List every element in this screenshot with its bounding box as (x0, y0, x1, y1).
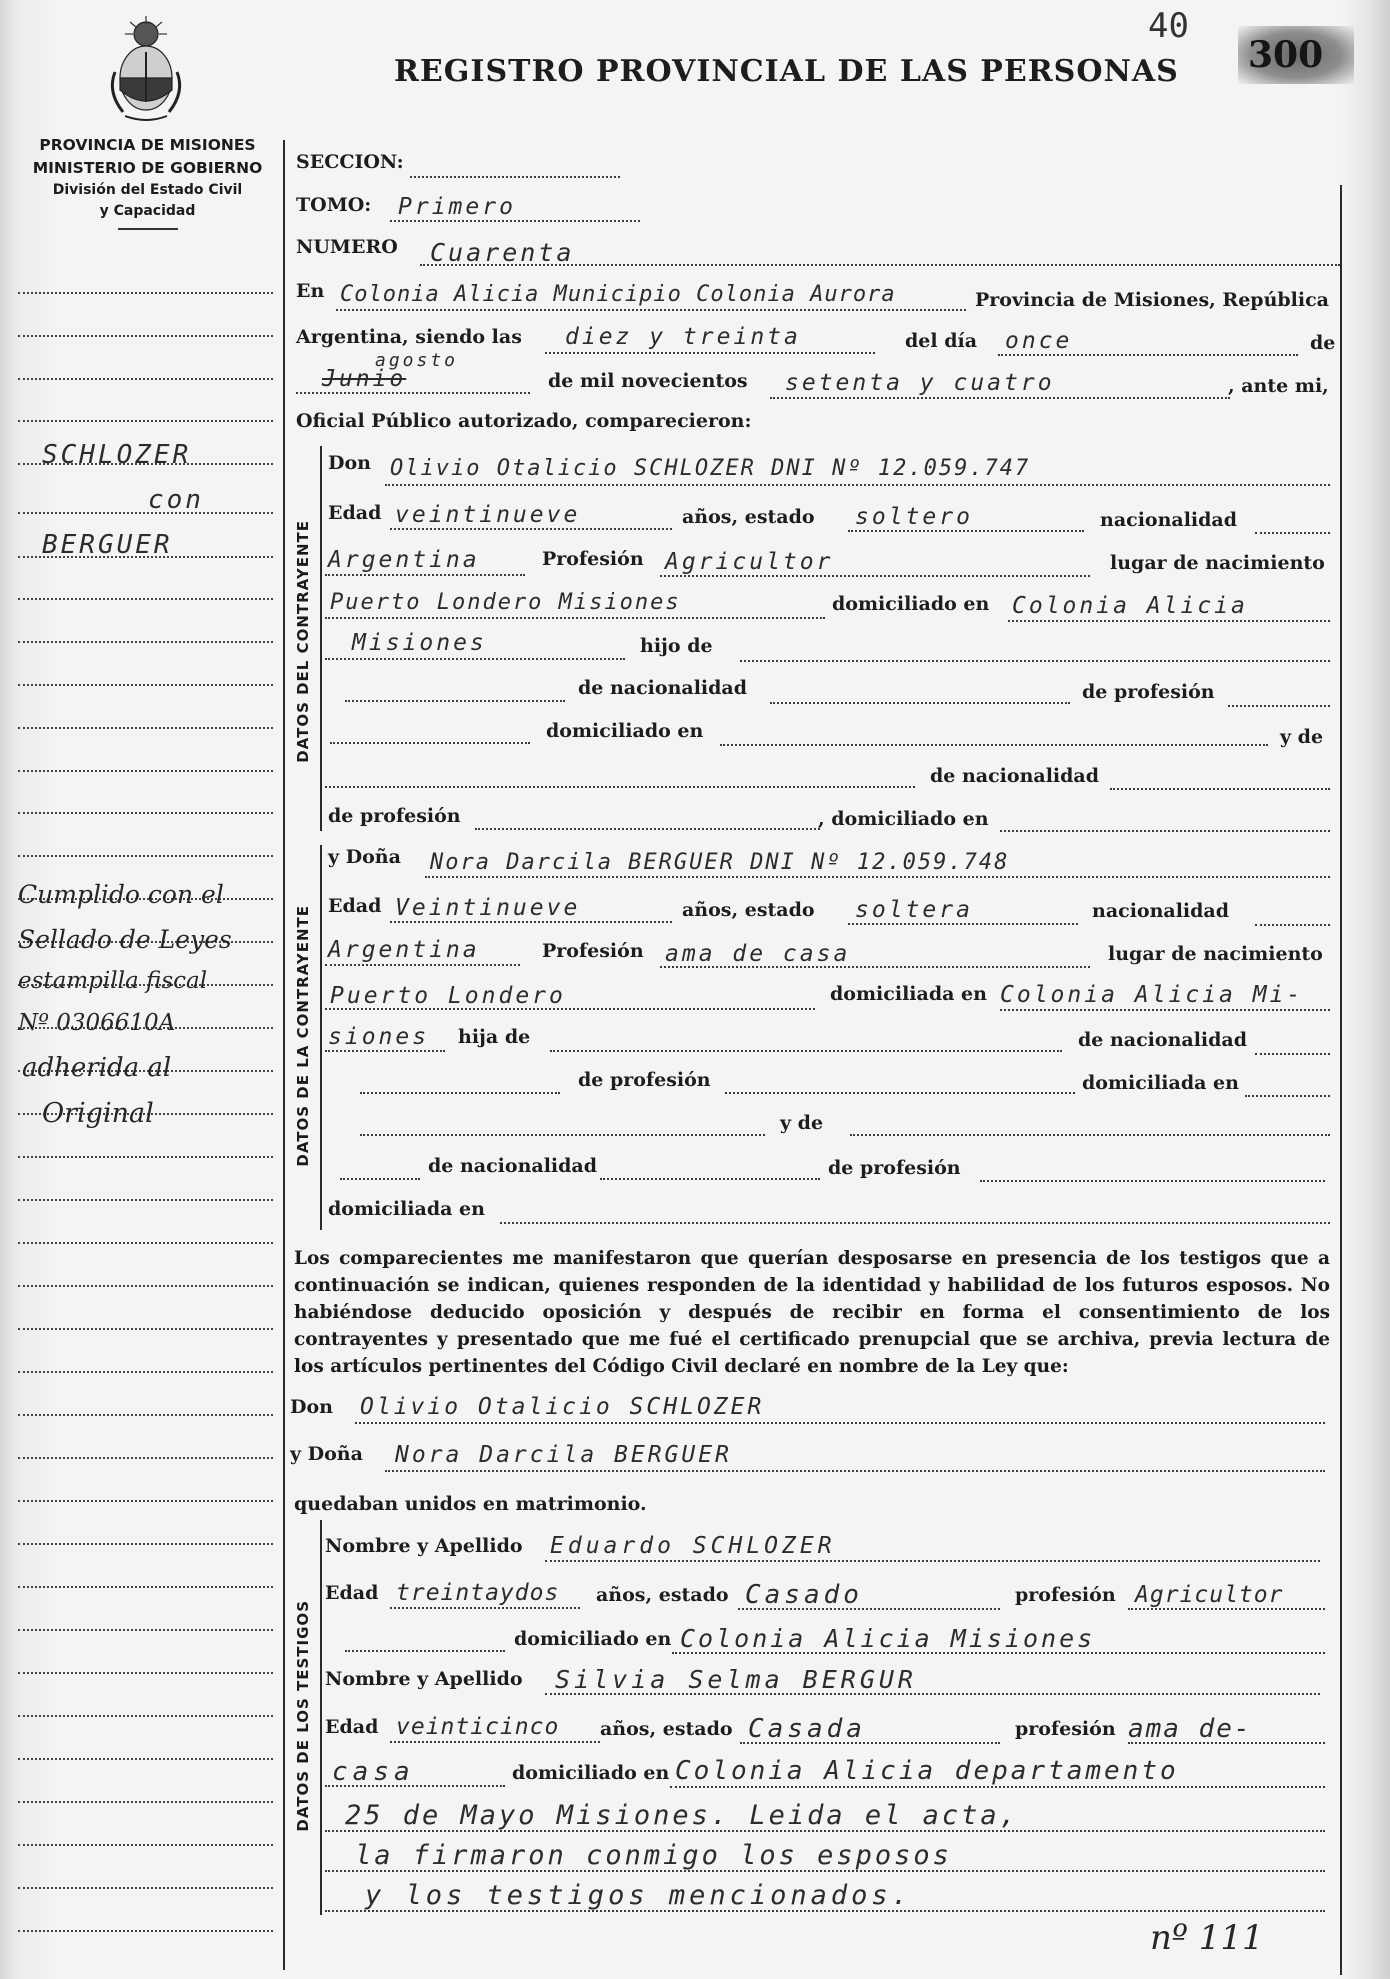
edad-line (390, 528, 672, 530)
contrayente-profesion: Agricultor (665, 549, 834, 575)
testigo1-prof-label: profesión (1015, 1584, 1116, 1606)
y-dona-label: y Doña (328, 846, 401, 868)
contrayenta-lugar-nacimiento: Puerto Londero (330, 983, 566, 1009)
testigo1-nombre: Eduardo SCHLOZER (550, 1533, 836, 1559)
testigo2-profesion-2: casa (332, 1757, 415, 1787)
hijo-de-label: hijo de (640, 635, 713, 657)
margin-note-4: Nº 0306610A (18, 1010, 176, 1036)
declaration-paragraph: Los comparecientes me manifestaron que querían desposarse en presencia de los testigos que a continuación se indican, quienes responden de la identidad y habilidad de los futuros esposos. No habiéndose deducido oposición y después de recibir en forma el consentimiento de los contrayentes y presentado que me fué el certificado prenupcial que se archiva, previa lectura de los artículos pertinentes del Código Civil declaré en nombre de la Ley que: (294, 1248, 1330, 1377)
madre2-line (850, 1134, 1330, 1136)
closing-line-3-rule (325, 1910, 1325, 1912)
padre2-prof-label: de profesión (578, 1069, 711, 1091)
decl-dona-line (385, 1470, 1325, 1472)
madre-nac-label: de nacionalidad (930, 765, 1100, 787)
contrayente-nacionalidad: Argentina (328, 547, 480, 573)
argentina-label: Argentina, siendo las (296, 326, 522, 348)
issuer-line-3: División del Estado Civil (52, 182, 243, 198)
madre-prof-line (475, 828, 820, 830)
numero-label: NUMERO (296, 236, 398, 258)
decl-dona-label: y Doña (290, 1443, 363, 1465)
madre2-nac-line (600, 1178, 820, 1180)
madre-nombre-line (325, 786, 915, 788)
contrayente-nombre: Olivio Otalicio SCHLOZER DNI Nº 12.059.747 (390, 456, 1031, 481)
issuer-line-2: MINISTERIO DE GOBIERNO (32, 159, 263, 177)
hija-de-label: hija de (458, 1026, 531, 1048)
testigo1-edad-label: Edad (325, 1582, 379, 1604)
madre-dom-label: , domiciliado en (818, 808, 989, 830)
decl-don-line (355, 1422, 1325, 1424)
y-de-label: y de (1280, 726, 1324, 748)
estado-line (848, 530, 1084, 532)
contrayenta-bracket (320, 845, 322, 1230)
madre2-nac-label: de nacionalidad (428, 1155, 598, 1177)
anio-line (770, 397, 1230, 399)
testigo2-prof-line (1128, 1742, 1325, 1744)
padre2-dom-line (1245, 1095, 1330, 1097)
hora-value: diez y treinta (565, 324, 801, 350)
madre2-prof-line (980, 1180, 1325, 1182)
nac3-line (1255, 1053, 1330, 1055)
padre-dom-line (720, 744, 1268, 746)
nacionalidad-line (1255, 532, 1330, 534)
closing-line-3: y los testigos mencionados. (365, 1880, 912, 1911)
dia-line (998, 354, 1298, 356)
mes-line (296, 392, 530, 394)
testigo1-dom-label: domiciliado en (514, 1628, 672, 1650)
padre-extra-line (330, 742, 530, 744)
contrayenta-domicilio-1: Colonia Alicia Mi- (1000, 982, 1304, 1008)
testigo1-dom-line (672, 1652, 1325, 1654)
lugar-line (336, 309, 966, 311)
testigo2-edad: veinticinco (396, 1714, 560, 1740)
edad-label: Edad (328, 502, 382, 524)
padre-nombre-line (345, 700, 565, 702)
margin-note-5: adherida al (22, 1053, 172, 1083)
coat-of-arms-icon (105, 12, 187, 124)
testigo2-edad-line (390, 1741, 600, 1743)
domicilio4-line (325, 1050, 445, 1052)
issuer-block (20, 134, 275, 230)
madre-nac-line (1110, 788, 1330, 790)
contrayenta-estado: soltera (855, 897, 973, 923)
decl-don-label: Don (290, 1396, 333, 1418)
margin-note-2: Sellado de Leyes (18, 925, 232, 954)
edad2-label: Edad (328, 895, 382, 917)
nacionalidad2-label: nacionalidad (1092, 900, 1230, 922)
hija-de-line (550, 1050, 1062, 1052)
handwritten-page-number: 40 (1148, 6, 1189, 46)
testigo1-anos-label: años, estado (596, 1584, 729, 1606)
testigo1-estado: Casado (745, 1580, 863, 1610)
footer-handwritten: nº 111 (1150, 1918, 1264, 1958)
padre2-prof-line (725, 1092, 1075, 1094)
dona-line (425, 876, 1330, 878)
testigo1-edad: treintaydos (396, 1580, 560, 1606)
de-mil-label: de mil novecientos (548, 370, 748, 392)
hijo-de-line (740, 660, 1330, 662)
testigo1-nombre-label: Nombre y Apellido (325, 1535, 523, 1557)
edad2-line (390, 921, 672, 923)
contrayente-domicilio-1: Colonia Alicia (1012, 593, 1248, 619)
madre2-prof-label: de profesión (828, 1157, 961, 1179)
padre-dom-label: domiciliado en (546, 720, 704, 742)
decl-dona-value: Nora Darcila BERGUER (395, 1442, 732, 1468)
testigo2-estado-line (740, 1742, 1000, 1744)
don-line (385, 484, 1330, 486)
contrayente-edad: veintinueve (395, 502, 581, 528)
madre2-dom-label: domiciliada en (328, 1198, 485, 1220)
hora-line (545, 352, 875, 354)
domiciliado-label: domiciliado en (832, 593, 990, 615)
dia-value: once (1005, 328, 1073, 354)
nacionalidad-val-line (325, 574, 525, 576)
lugar-nac2-label: lugar de nacimiento (1108, 943, 1323, 965)
testigo2-estado: Casada (748, 1714, 866, 1744)
tomo-line (390, 220, 640, 222)
oficial-label: Oficial Público autorizado, comparecieron: (296, 410, 752, 432)
tomo-label: TOMO: (296, 194, 372, 216)
testigo2-nombre-label: Nombre y Apellido (325, 1668, 523, 1690)
tomo-value: Primero (398, 194, 516, 220)
nacionalidad-label: nacionalidad (1100, 509, 1238, 531)
margin-note-3: estampilla fiscal (18, 968, 208, 994)
madre2-pre-line (340, 1178, 420, 1180)
domicilio2-line (325, 658, 625, 660)
margin-rule (283, 140, 285, 1970)
margin-name-2: con (148, 485, 204, 515)
del-dia-label: del día (905, 330, 978, 352)
padre2-line (360, 1092, 560, 1094)
testigo1-prof-line (1128, 1608, 1325, 1610)
testigo1-pre-line (345, 1650, 505, 1652)
contrayenta-domicilio-2: siones (328, 1024, 430, 1050)
domicilio3-line (1000, 1009, 1330, 1011)
ante-mi-label: , ante mi, (1228, 375, 1329, 397)
section-contrayenta: DATOS DE LA CONTRAYENTE (294, 905, 312, 1167)
anos-estado2-label: años, estado (682, 899, 815, 921)
contrayenta-nacionalidad: Argentina (328, 937, 480, 963)
padre2-extra-line (360, 1134, 765, 1136)
testigo2-nombre-line (545, 1693, 1320, 1695)
en-label: En (296, 280, 325, 302)
don-label: Don (328, 452, 371, 474)
lugar-nac-label: lugar de nacimiento (1110, 552, 1325, 574)
page-title: REGISTRO PROVINCIAL DE LAS PERSONAS (394, 54, 1179, 89)
quedaban-label: quedaban unidos en matrimonio. (294, 1493, 647, 1515)
testigo2-dom-label: domiciliado en (512, 1762, 670, 1784)
anio-value: setenta y cuatro (785, 370, 1055, 396)
numero-value: Cuarenta (430, 238, 575, 267)
closing-line-2: la firmaron conmigo los esposos (355, 1840, 952, 1871)
contrayente-domicilio-2: Misiones (352, 630, 487, 656)
nacionalidad2-line (1255, 924, 1330, 926)
testigo2-anos-label: años, estado (600, 1718, 733, 1740)
testigo1-domicilio: Colonia Alicia Misiones (680, 1624, 1096, 1653)
profesion-label: Profesión (542, 548, 644, 570)
contrayenta-edad: Veintinueve (395, 895, 581, 921)
padre-prof-line (1228, 705, 1330, 707)
testigo2-prof-label: profesión (1015, 1718, 1116, 1740)
y-de2-label: y de (780, 1112, 824, 1134)
closing-line-1-rule (325, 1830, 1325, 1832)
testigo2-pre-line (325, 1785, 505, 1787)
madre-prof-label: de profesión (328, 805, 461, 827)
decl-don-value: Olivio Otalicio SCHLOZER (360, 1394, 765, 1420)
section-testigos: DATOS DE LOS TESTIGOS (294, 1600, 312, 1832)
testigo2-nombre: Silvia Selma BERGUR (555, 1665, 917, 1694)
testigo2-profesion: ama de- (1128, 1714, 1252, 1744)
issuer-line-1: PROVINCIA DE MISIONES (39, 136, 256, 154)
right-border (1340, 185, 1342, 1975)
padre2-dom-label: domiciliada en (1082, 1072, 1239, 1094)
profesion-line (660, 575, 1090, 577)
nac3-label: de nacionalidad (1078, 1029, 1248, 1051)
testigo2-domicilio: Colonia Alicia departamento (675, 1756, 1179, 1786)
margin-note-6: Original (42, 1098, 154, 1129)
de-label: de (1310, 332, 1336, 354)
contrayente-estado: soltero (855, 504, 973, 530)
margin-name-3: BERGUER (42, 530, 173, 560)
estado2-line (848, 923, 1078, 925)
issuer-line-4: y Capacidad (99, 203, 196, 219)
stamp-number (1238, 26, 1354, 84)
margin-name-1: SCHLOZER (42, 440, 192, 470)
margin-note-1: Cumplido con el (18, 880, 224, 909)
testigos-bracket (320, 1520, 322, 1915)
madre2-dom-line (500, 1222, 1330, 1224)
testigo2-dom-line (670, 1786, 1325, 1788)
testigo1-profesion: Agricultor (1135, 1582, 1284, 1608)
padre-nac-line (770, 702, 1070, 704)
mes-tachado: Junio (322, 366, 407, 392)
madre-dom-line (1000, 830, 1330, 832)
testigo2-edad-label: Edad (325, 1716, 379, 1738)
mes-value: agosto (375, 350, 459, 371)
nacionalidad2-val-line (325, 964, 520, 966)
closing-line-2-rule (325, 1870, 1325, 1872)
profesion2-line (660, 966, 1090, 968)
lugar-nac2-line (325, 1008, 815, 1010)
padre-prof-label: de profesión (1082, 681, 1215, 703)
section-contrayente: DATOS DEL CONTRAYENTE (294, 520, 312, 763)
contrayenta-nombre: Nora Darcila BERGUER DNI Nº 12.059.748 (430, 850, 1010, 875)
stamp-number-text: 300 (1248, 34, 1324, 76)
provincia-label: Provincia de Misiones, República (975, 289, 1329, 311)
seccion-line (410, 176, 620, 178)
seccion-label: SECCION: (296, 151, 404, 173)
contrayente-bracket (320, 446, 322, 831)
padre-nac-label: de nacionalidad (578, 677, 748, 699)
testigo1-nombre-line (545, 1560, 1320, 1562)
domiciliada-label: domiciliada en (830, 983, 987, 1005)
contrayente-lugar-nacimiento: Puerto Londero Misiones (330, 590, 681, 615)
lugar-nac-line (325, 617, 825, 619)
contrayenta-profesion: ama de casa (665, 941, 851, 967)
lugar-value: Colonia Alicia Municipio Colonia Aurora (340, 282, 896, 307)
anos-estado-label: años, estado (682, 506, 815, 528)
testigo1-edad-line (390, 1607, 580, 1609)
testigo1-estado-line (738, 1608, 1000, 1610)
numero-line (420, 264, 1340, 266)
closing-line-1: 25 de Mayo Misiones. Leida el acta, (345, 1800, 1019, 1831)
domicilio-line (1008, 620, 1330, 622)
profesion2-label: Profesión (542, 940, 644, 962)
